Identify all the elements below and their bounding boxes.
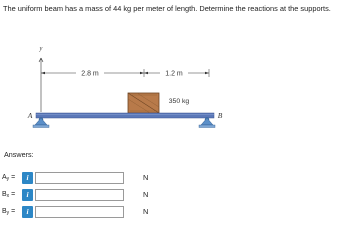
crate-mass-label: 350 kg xyxy=(168,98,190,105)
answer-label-ay: $A_y$ = xyxy=(2,174,16,182)
by-input[interactable] xyxy=(35,206,124,218)
info-icon[interactable]: i xyxy=(22,172,33,184)
y-axis xyxy=(39,58,43,112)
ay-unit: N xyxy=(143,173,149,182)
problem-statement: The uniform beam has a mass of 44 kg per meter of length. Determine the reactions at the supports. xyxy=(3,4,331,13)
crate xyxy=(128,93,159,113)
answer-label-bx: $B_x$ = xyxy=(2,191,16,199)
answer-label-by: $B_y$ = xyxy=(2,208,16,216)
info-icon[interactable]: i xyxy=(22,206,33,218)
info-icon[interactable]: i xyxy=(22,189,33,201)
answer-row-bx xyxy=(2,189,152,201)
dimension-left-label: 2.8 m xyxy=(81,70,99,78)
bx-unit: N xyxy=(143,190,149,199)
dimension-line xyxy=(41,68,209,77)
bx-input[interactable] xyxy=(35,189,124,201)
answer-row-by xyxy=(2,206,152,218)
support-b xyxy=(199,118,215,128)
y-axis-label: y xyxy=(39,45,43,52)
support-a xyxy=(33,118,49,128)
ay-input[interactable] xyxy=(35,172,124,184)
by-unit: N xyxy=(143,207,149,216)
answer-row-ay xyxy=(2,172,152,184)
answers-heading: Answers: xyxy=(4,150,34,159)
support-b-label: B xyxy=(217,111,223,120)
beam xyxy=(36,113,214,118)
support-a-label: A xyxy=(27,111,33,120)
dimension-right-label: 1.2 m xyxy=(165,70,183,78)
